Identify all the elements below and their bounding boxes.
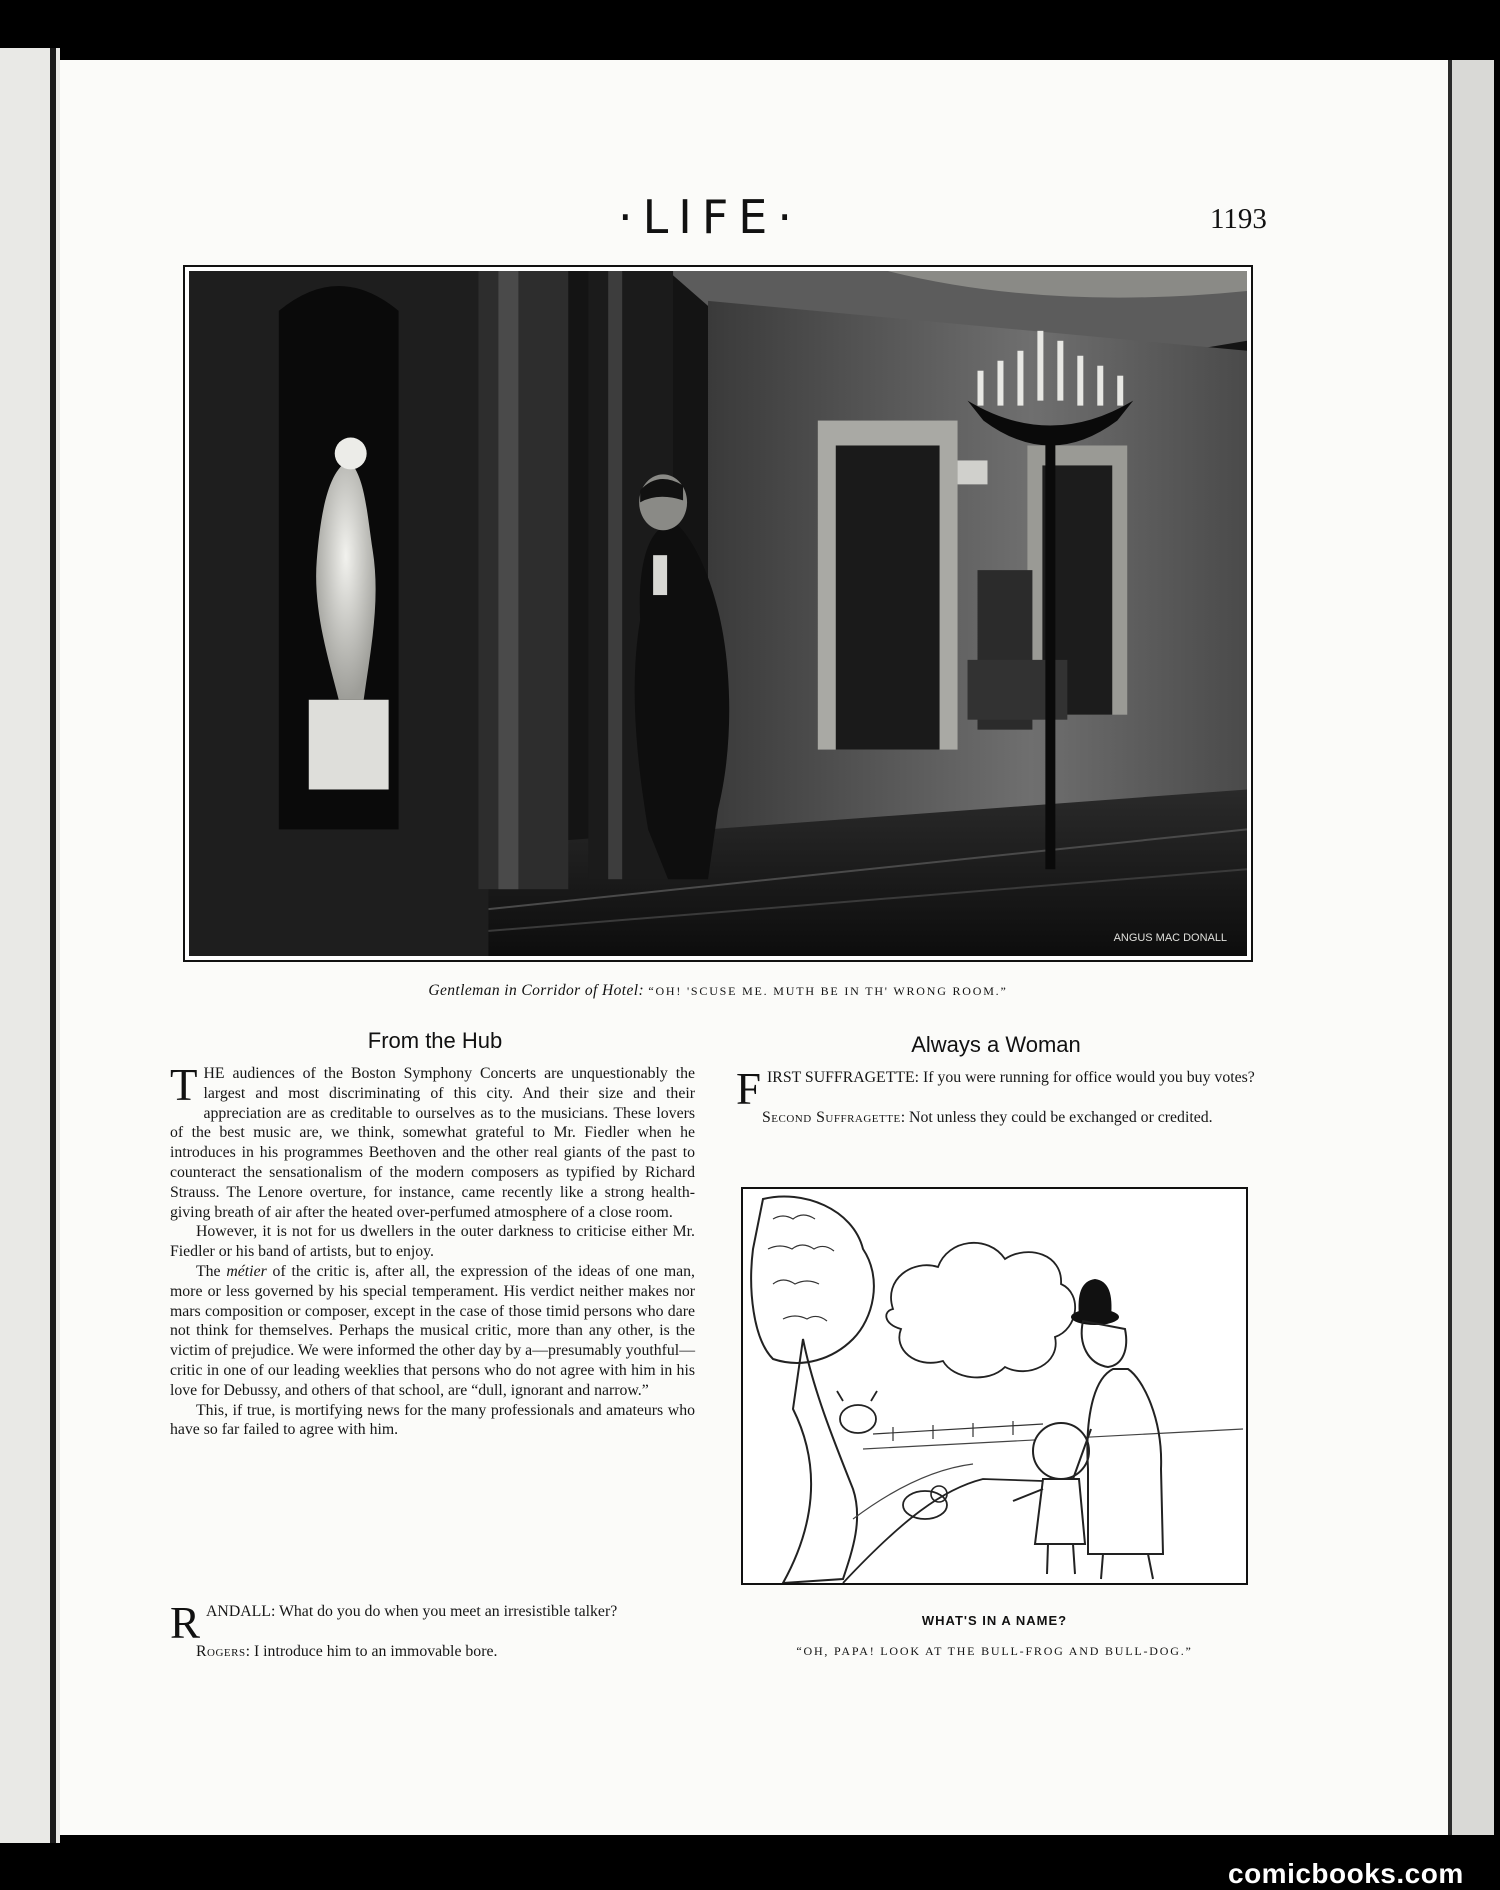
joke-line-1-text: ANDALL: What do you do when you meet an irresistible talker?: [206, 1603, 618, 1620]
dropcap-f: F: [736, 1064, 762, 1114]
illustration-caption: [183, 982, 1253, 1000]
hotel-corridor-illustration: [183, 265, 1253, 962]
bull-frog-cartoon: [741, 1187, 1248, 1585]
suffragette-line-2-text: : Not unless they could be exchanged or credited.: [900, 1109, 1213, 1126]
paragraph-3-start: The: [196, 1262, 227, 1280]
article-title-from-the-hub: From the Hub: [367, 1028, 503, 1053]
dropcap-t: T: [170, 1060, 198, 1110]
binding-shadow: [50, 48, 56, 1843]
page-number: 1193: [1210, 203, 1267, 235]
suffragette-line-1: [736, 1064, 1256, 1114]
joke-line-1: [170, 1598, 695, 1648]
caption-speaker: Gentleman in Corridor of Hotel:: [428, 982, 645, 999]
paragraph-4: This, if true, is mortifying news for the many professionals and amateurs who have so far failed to agree with him.: [170, 1401, 695, 1439]
cartoon-drawing: [743, 1189, 1246, 1583]
site-watermark: comicbooks.com: [1228, 1858, 1464, 1889]
suffragette-line-2: [736, 1108, 1256, 1128]
joke-line-2: [170, 1642, 695, 1662]
article-title-always-a-woman: Always a Woman: [911, 1032, 1081, 1057]
joke-speaker-2: Rogers: [196, 1643, 246, 1660]
page-edge-shadow: [1448, 60, 1452, 1835]
paragraph-1-text: HE audiences of the Boston Symphony Concerts are unquestionably the largest and most discriminating of this city. And their size and their appreciation are as creditable to ourselves as to the musicians. These lovers of the best music are, we think, somewhat grateful to Mr. Fiedler when he introduces in his programmes Beethoven and the other real giants of the past to counteract the sensationalism of the modern composers as typified by Richard Strauss. The Lenore overture, for instance, came recently like a strong health-giving breath of air after the heated over-perfumed atmosphere of a close room.: [170, 1065, 695, 1221]
suffragette-speaker-2: Second Suffragette: [762, 1109, 901, 1126]
caption-speech: “OH! 'SCUSE ME. MUTH BE IN TH' WRONG ROOM.”: [648, 984, 1008, 998]
paragraph-1: [170, 1060, 695, 1222]
article-body-always-a-woman: [736, 1064, 1256, 1128]
cartoon-title: WHAT'S IN A NAME?: [921, 1613, 1068, 1628]
joke-line-2-text: : I introduce him to an immovable bore.: [245, 1643, 498, 1660]
joke-randall-rogers: [170, 1598, 695, 1662]
artist-signature: ANGUS MAC DONALL: [1113, 932, 1228, 945]
paragraph-3-rest: of the critic is, after all, the expression of the ideas of one man, more or less governed by his special temperament. His verdict neither makes nor mars composition or composer, except in the case of those timid persons who dare not think for themselves. Perhaps the musical critic, more than any other, is the victim of prejudice. We were informed the other day by a—presumably youthful—critic in one of our leading weeklies that persons who do not agree with him in his love for Debussy, and others of that school, are “dull, ignorant and narrow.”: [170, 1262, 695, 1399]
hotel-corridor-drawing: [189, 271, 1247, 956]
masthead: ·LIFE·: [618, 190, 802, 244]
cartoon-caption: “OH, PAPA! LOOK AT THE BULL-FROG AND BULL-DOG.”: [796, 1644, 1193, 1658]
dropcap-r: R: [170, 1598, 201, 1648]
article-body-from-the-hub: [170, 1060, 695, 1440]
paragraph-2: However, it is not for us dwellers in the outer darkness to criticise either Mr. Fiedler or his band of artists, but to enjoy.: [170, 1223, 695, 1261]
page-edge-right: [1448, 60, 1494, 1835]
paragraph-3-italic: métier: [226, 1262, 267, 1280]
paragraph-3: [170, 1262, 695, 1401]
suffragette-line-1-text: IRST SUFFRAGETTE: If you were running for office would you buy votes?: [767, 1069, 1255, 1086]
